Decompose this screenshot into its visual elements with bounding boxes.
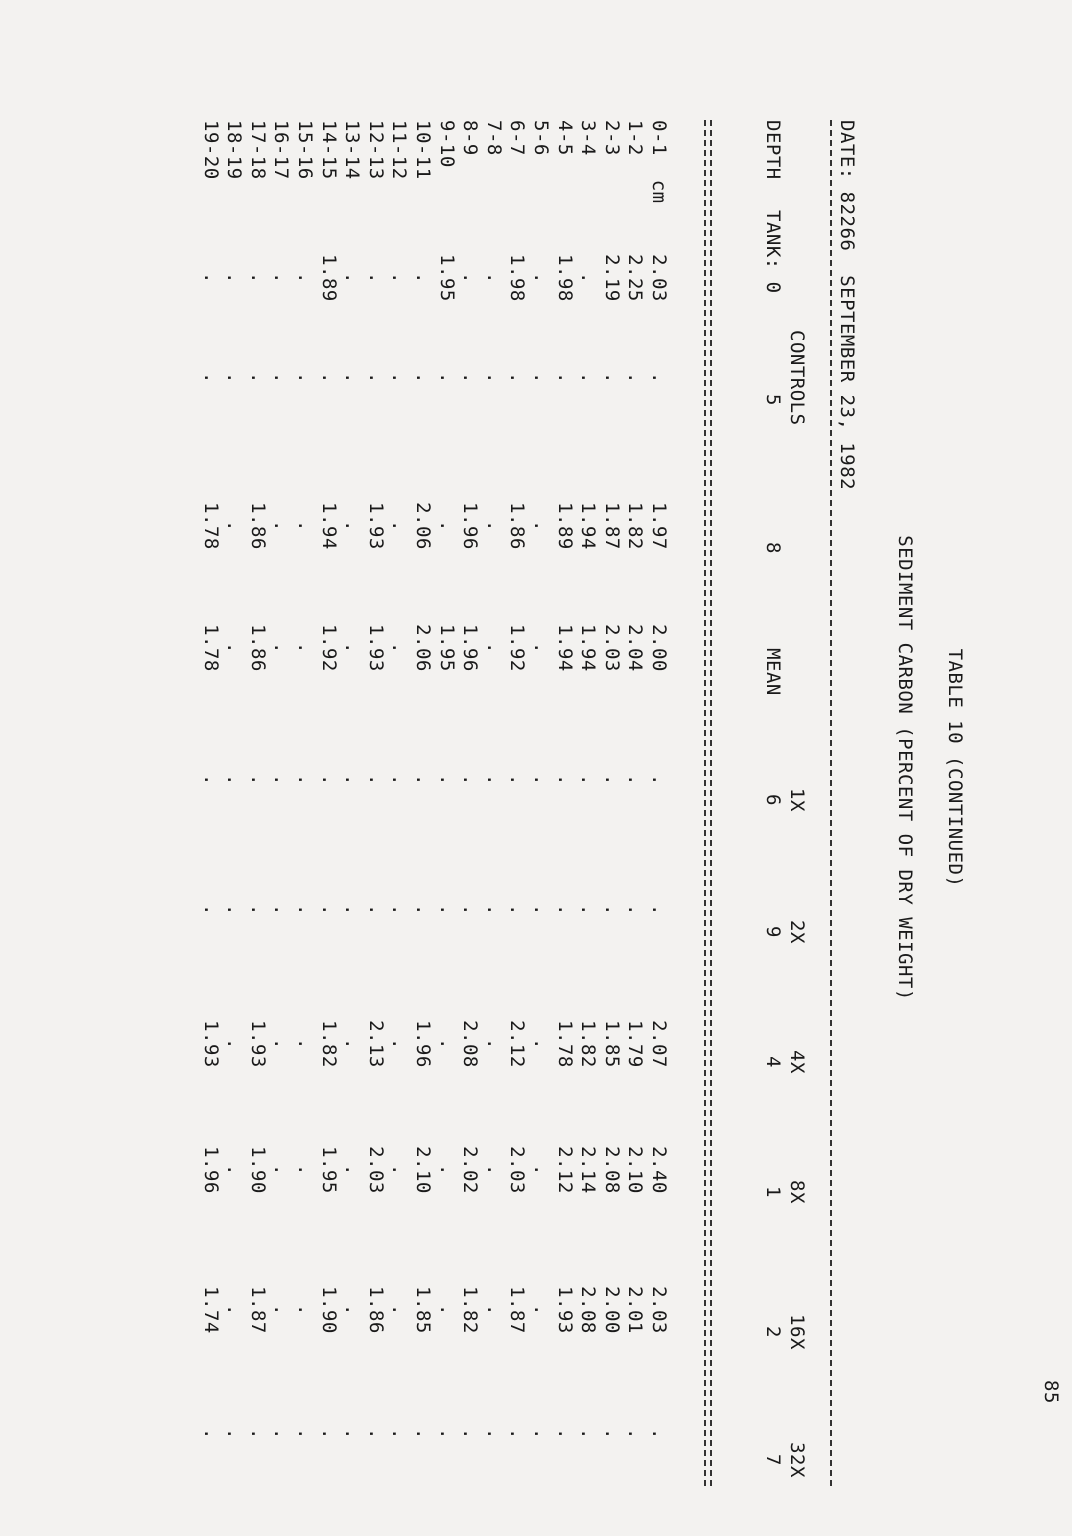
value-cell: 1.90 — [317, 1286, 340, 1334]
value-cell: . — [600, 774, 623, 786]
value-cell: . — [530, 774, 552, 786]
value-cell: . — [577, 904, 600, 916]
depth-cell: 16-17 — [270, 120, 293, 180]
value-cell: 1.87 — [600, 502, 623, 550]
value-cell: . — [246, 1428, 269, 1440]
value-cell: . — [482, 1038, 505, 1050]
value-cell: . — [648, 774, 670, 786]
value-cell: 1.95 — [317, 1146, 340, 1194]
value-cell: . — [294, 272, 316, 284]
value-cell: . — [577, 272, 600, 284]
value-cell: 1.93 — [364, 624, 387, 672]
value-cell: . — [577, 1428, 600, 1440]
header-depth: DEPTH — [762, 120, 784, 180]
value-cell: 2.08 — [577, 1286, 600, 1334]
value-cell: . — [341, 520, 364, 532]
value-cell: . — [223, 272, 246, 284]
value-cell: . — [577, 774, 600, 786]
value-cell: 1.95 — [435, 254, 458, 302]
value-cell: . — [412, 272, 434, 284]
value-cell: . — [482, 520, 505, 532]
value-cell: 1.82 — [459, 1286, 482, 1334]
value-cell: . — [223, 1304, 246, 1316]
depth-cell: 18-19 — [223, 120, 246, 180]
header-dashed-rule-1 — [710, 120, 712, 1486]
value-cell: . — [341, 1164, 364, 1176]
value-cell: . — [246, 272, 269, 284]
value-cell: . — [294, 1428, 316, 1440]
value-cell: . — [435, 1164, 458, 1176]
value-cell: . — [435, 1304, 458, 1316]
value-cell: . — [317, 372, 340, 384]
value-cell: . — [270, 1164, 293, 1176]
value-cell: 1.94 — [553, 624, 576, 672]
value-cell: 2.19 — [600, 254, 623, 302]
value-cell: . — [530, 372, 552, 384]
value-cell: 1.89 — [553, 502, 576, 550]
value-cell: 1.78 — [199, 502, 222, 550]
value-cell: . — [294, 1304, 316, 1316]
depth-cell: 2-3 — [600, 120, 623, 156]
value-cell: 2.40 — [648, 1146, 670, 1194]
value-cell: . — [412, 372, 434, 384]
value-cell: . — [341, 1304, 364, 1316]
value-cell: . — [223, 774, 246, 786]
value-cell: . — [294, 372, 316, 384]
value-cell: 1.87 — [246, 1286, 269, 1334]
value-cell: 1.93 — [246, 1020, 269, 1068]
value-cell: . — [435, 372, 458, 384]
value-cell: 2.00 — [600, 1286, 623, 1334]
value-cell: . — [553, 372, 576, 384]
value-cell: . — [388, 372, 411, 384]
value-cell: 1.90 — [246, 1146, 269, 1194]
value-cell: . — [270, 642, 293, 654]
value-cell: . — [600, 1428, 623, 1440]
value-cell: 1.78 — [199, 624, 222, 672]
value-cell: . — [577, 372, 600, 384]
header-col-bottom-2: MEAN — [762, 648, 784, 696]
header-col-bottom-0: 5 — [762, 394, 784, 406]
header-tank-label: TANK: 0 — [762, 210, 784, 294]
value-cell: . — [459, 372, 482, 384]
value-cell: 1.82 — [624, 502, 647, 550]
value-cell: . — [223, 642, 246, 654]
value-cell: . — [364, 272, 387, 284]
value-cell: 1.93 — [199, 1020, 222, 1068]
value-cell: . — [388, 642, 411, 654]
value-cell: . — [624, 774, 647, 786]
value-cell: 2.03 — [648, 254, 670, 302]
value-cell: 1.86 — [246, 624, 269, 672]
value-cell: . — [530, 642, 552, 654]
value-cell: 1.96 — [459, 502, 482, 550]
value-cell: 2.03 — [600, 624, 623, 672]
depth-cell: 12-13 — [364, 120, 387, 180]
value-cell: . — [223, 520, 246, 532]
header-col-bottom-8: 7 — [762, 1454, 784, 1466]
value-cell: 1.92 — [506, 624, 529, 672]
value-cell: . — [530, 904, 552, 916]
value-cell: . — [270, 520, 293, 532]
value-cell: 2.13 — [364, 1020, 387, 1068]
value-cell: . — [388, 774, 411, 786]
value-cell: . — [530, 1164, 552, 1176]
value-cell: 1.96 — [199, 1146, 222, 1194]
value-cell: 1.86 — [246, 502, 269, 550]
depth-cell: 0-1 cm — [648, 120, 670, 204]
depth-cell: 13-14 — [341, 120, 364, 180]
value-cell: . — [435, 520, 458, 532]
value-cell: 2.02 — [459, 1146, 482, 1194]
value-cell: . — [317, 904, 340, 916]
value-cell: 2.07 — [648, 1020, 670, 1068]
value-cell: 1.96 — [412, 1020, 434, 1068]
value-cell: . — [364, 774, 387, 786]
value-cell: . — [388, 520, 411, 532]
value-cell: . — [530, 1304, 552, 1316]
value-cell: 1.74 — [199, 1286, 222, 1334]
value-cell: . — [388, 1038, 411, 1050]
value-cell: 2.08 — [459, 1020, 482, 1068]
value-cell: . — [530, 1428, 552, 1440]
value-cell: 1.96 — [459, 624, 482, 672]
value-cell: . — [412, 774, 434, 786]
value-cell: . — [341, 904, 364, 916]
value-cell: . — [482, 904, 505, 916]
value-cell: 2.12 — [553, 1146, 576, 1194]
depth-cell: 8-9 — [459, 120, 482, 156]
value-cell: 1.85 — [412, 1286, 434, 1334]
value-cell: . — [317, 1428, 340, 1440]
value-cell: . — [223, 904, 246, 916]
value-cell: . — [223, 1428, 246, 1440]
depth-cell: 3-4 — [577, 120, 600, 156]
depth-cell: 17-18 — [246, 120, 269, 180]
value-cell: 1.94 — [577, 624, 600, 672]
value-cell: 2.10 — [624, 1146, 647, 1194]
value-cell: 2.00 — [648, 624, 670, 672]
value-cell: 2.25 — [624, 254, 647, 302]
value-cell: . — [388, 1304, 411, 1316]
value-cell: . — [341, 774, 364, 786]
header-col-top-8: 32X — [786, 1442, 808, 1478]
value-cell: . — [199, 904, 222, 916]
depth-cell: 1-2 — [624, 120, 647, 156]
value-cell: 2.03 — [364, 1146, 387, 1194]
header-col-bottom-6: 1 — [762, 1186, 784, 1198]
value-cell: . — [364, 904, 387, 916]
header-col-bottom-4: 9 — [762, 926, 784, 938]
value-cell: 1.78 — [553, 1020, 576, 1068]
value-cell: . — [435, 1428, 458, 1440]
value-cell: 2.06 — [412, 624, 434, 672]
value-cell: . — [648, 1428, 670, 1440]
value-cell: . — [530, 272, 552, 284]
value-cell: . — [388, 1164, 411, 1176]
value-cell: 2.08 — [600, 1146, 623, 1194]
value-cell: . — [270, 372, 293, 384]
depth-cell: 19-20 — [199, 120, 222, 180]
value-cell: . — [294, 642, 316, 654]
value-cell: 1.79 — [624, 1020, 647, 1068]
value-cell: 2.03 — [506, 1146, 529, 1194]
table-subtitle: SEDIMENT CARBON (PERCENT OF DRY WEIGHT) — [894, 535, 916, 1001]
value-cell: . — [246, 372, 269, 384]
value-cell: . — [223, 372, 246, 384]
value-cell: . — [482, 372, 505, 384]
value-cell: . — [341, 642, 364, 654]
value-cell: 1.98 — [553, 254, 576, 302]
value-cell: . — [482, 1164, 505, 1176]
value-cell: . — [388, 1428, 411, 1440]
value-cell: . — [294, 1038, 316, 1050]
value-cell: 1.86 — [506, 502, 529, 550]
value-cell: . — [482, 642, 505, 654]
value-cell: 2.10 — [412, 1146, 434, 1194]
value-cell: . — [482, 1428, 505, 1440]
value-cell: 1.87 — [506, 1286, 529, 1334]
value-cell: . — [364, 372, 387, 384]
value-cell: . — [341, 1428, 364, 1440]
page-number: 85 — [1040, 1380, 1062, 1404]
value-cell: . — [624, 1428, 647, 1440]
value-cell: . — [553, 904, 576, 916]
value-cell: 2.06 — [412, 502, 434, 550]
value-cell: . — [459, 904, 482, 916]
top-dashed-rule — [830, 120, 832, 1486]
value-cell: . — [294, 520, 316, 532]
value-cell: . — [530, 520, 552, 532]
value-cell: . — [482, 272, 505, 284]
value-cell: . — [435, 1038, 458, 1050]
value-cell: . — [270, 904, 293, 916]
value-cell: 1.94 — [577, 502, 600, 550]
value-cell: . — [246, 774, 269, 786]
value-cell: . — [506, 372, 529, 384]
depth-cell: 9-10 — [435, 120, 458, 168]
value-cell: . — [388, 272, 411, 284]
value-cell: . — [246, 904, 269, 916]
header-dashed-rule-2 — [704, 120, 706, 1486]
value-cell: 1.86 — [364, 1286, 387, 1334]
value-cell: . — [600, 372, 623, 384]
value-cell: 1.95 — [435, 624, 458, 672]
header-col-top-3: 1X — [786, 788, 808, 812]
value-cell: 1.89 — [317, 254, 340, 302]
value-cell: . — [459, 774, 482, 786]
header-col-top-5: 4X — [786, 1050, 808, 1074]
value-cell: 1.82 — [577, 1020, 600, 1068]
header-col-bottom-1: 8 — [762, 542, 784, 554]
value-cell: . — [624, 372, 647, 384]
value-cell: . — [648, 904, 670, 916]
header-col-bottom-5: 4 — [762, 1056, 784, 1068]
depth-cell: 6-7 — [506, 120, 529, 156]
depth-cell: 11-12 — [388, 120, 411, 180]
depth-cell: 14-15 — [317, 120, 340, 180]
date-line: DATE: 82266 SEPTEMBER 23, 1982 — [836, 120, 858, 491]
value-cell: . — [553, 1428, 576, 1440]
depth-cell: 5-6 — [530, 120, 552, 156]
value-cell: . — [459, 1428, 482, 1440]
value-cell: . — [530, 1038, 552, 1050]
value-cell: . — [506, 904, 529, 916]
value-cell: 1.85 — [600, 1020, 623, 1068]
header-col-bottom-7: 2 — [762, 1326, 784, 1338]
value-cell: 2.01 — [624, 1286, 647, 1334]
value-cell: . — [412, 1428, 434, 1440]
value-cell: 1.93 — [364, 502, 387, 550]
value-cell: 2.12 — [506, 1020, 529, 1068]
value-cell: . — [223, 1038, 246, 1050]
value-cell: . — [553, 774, 576, 786]
value-cell: . — [199, 774, 222, 786]
value-cell: 2.14 — [577, 1146, 600, 1194]
value-cell: . — [270, 774, 293, 786]
header-col-top-7: 16X — [786, 1314, 808, 1350]
header-col-top-4: 2X — [786, 920, 808, 944]
value-cell: . — [435, 774, 458, 786]
value-cell: . — [341, 272, 364, 284]
value-cell: . — [270, 1038, 293, 1050]
depth-cell: 15-16 — [294, 120, 316, 180]
value-cell: 1.94 — [317, 502, 340, 550]
value-cell: . — [199, 1428, 222, 1440]
value-cell: . — [435, 904, 458, 916]
value-cell: . — [270, 272, 293, 284]
value-cell: . — [482, 774, 505, 786]
value-cell: 1.92 — [317, 624, 340, 672]
value-cell: . — [270, 1304, 293, 1316]
value-cell: 2.04 — [624, 624, 647, 672]
header-col-top-6: 8X — [786, 1180, 808, 1204]
value-cell: . — [600, 904, 623, 916]
value-cell: . — [294, 1164, 316, 1176]
value-cell: . — [506, 1428, 529, 1440]
value-cell: 1.82 — [317, 1020, 340, 1068]
value-cell: . — [270, 1428, 293, 1440]
header-col-bottom-3: 6 — [762, 794, 784, 806]
value-cell: . — [648, 372, 670, 384]
value-cell: . — [364, 1428, 387, 1440]
value-cell: . — [317, 774, 340, 786]
depth-cell: 7-8 — [482, 120, 505, 156]
value-cell: . — [459, 272, 482, 284]
value-cell: 1.93 — [553, 1286, 576, 1334]
depth-cell: 4-5 — [553, 120, 576, 156]
value-cell: 1.97 — [648, 502, 670, 550]
value-cell: . — [294, 904, 316, 916]
depth-cell: 10-11 — [412, 120, 434, 180]
value-cell: . — [412, 904, 434, 916]
value-cell: . — [341, 372, 364, 384]
group-label-controls: CONTROLS — [786, 330, 808, 426]
value-cell: . — [388, 904, 411, 916]
value-cell: . — [341, 1038, 364, 1050]
value-cell: . — [624, 904, 647, 916]
value-cell: . — [223, 1164, 246, 1176]
value-cell: 1.98 — [506, 254, 529, 302]
value-cell: . — [199, 372, 222, 384]
value-cell: . — [199, 272, 222, 284]
value-cell: . — [482, 1304, 505, 1316]
value-cell: . — [294, 774, 316, 786]
value-cell: 2.03 — [648, 1286, 670, 1334]
value-cell: . — [506, 774, 529, 786]
table-title: TABLE 10 (CONTINUED) — [944, 648, 966, 888]
